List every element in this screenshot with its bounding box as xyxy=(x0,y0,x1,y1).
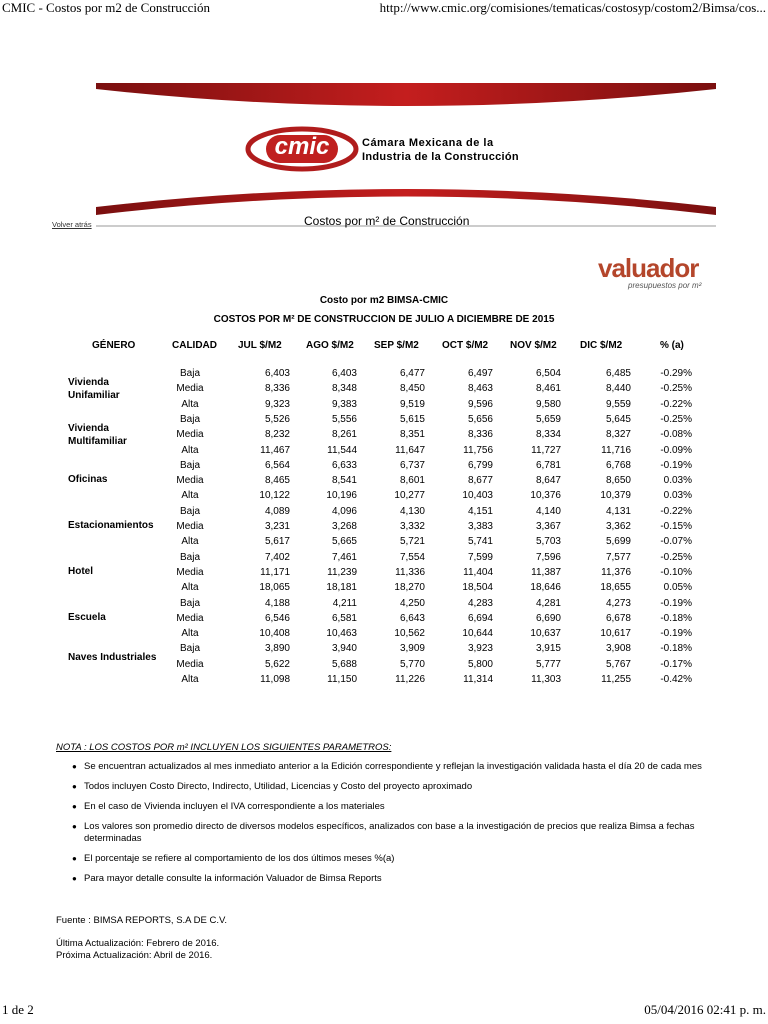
cost-cell: 3,940 xyxy=(331,643,357,655)
percent-cell: 0.03% xyxy=(663,475,692,487)
percent-cell: -0.25% xyxy=(660,413,692,425)
cost-cell: 10,617 xyxy=(600,628,631,640)
cost-cell: 9,383 xyxy=(331,398,357,410)
cost-cell: 4,273 xyxy=(605,597,631,609)
percent-cell: -0.09% xyxy=(660,444,692,456)
percent-cell: -0.10% xyxy=(660,566,692,578)
cost-cell: 5,617 xyxy=(264,536,290,548)
cost-cell: 11,303 xyxy=(531,674,561,685)
quality-cell: Alta xyxy=(181,674,199,685)
quality-cell: Baja xyxy=(179,413,200,425)
cost-cell: 11,171 xyxy=(260,566,290,578)
quality-cell: Alta xyxy=(181,628,199,640)
group-label: Naves Industriales xyxy=(68,652,157,664)
cost-cell: 6,546 xyxy=(264,612,290,624)
quality-cell: Media xyxy=(176,566,204,578)
cost-cell: 11,544 xyxy=(327,444,357,456)
cost-cell: 5,777 xyxy=(535,658,561,670)
cost-cell: 8,336 xyxy=(264,383,290,395)
cost-cell: 5,645 xyxy=(605,413,631,425)
group-label: Oficinas xyxy=(68,473,108,485)
cost-cell: 18,655 xyxy=(600,582,631,594)
percent-cell: -0.29% xyxy=(660,368,692,379)
column-header: SEP $/M2 xyxy=(374,340,419,351)
cost-cell: 5,767 xyxy=(605,658,631,670)
cost-cell: 6,581 xyxy=(331,612,357,624)
cost-cell: 7,554 xyxy=(399,551,425,563)
cost-cell: 8,647 xyxy=(535,475,561,487)
cost-cell: 5,622 xyxy=(264,658,290,670)
cost-cell: 11,150 xyxy=(327,674,357,685)
cost-cell: 18,646 xyxy=(530,582,561,594)
print-url: http://www.cmic.org/comisiones/tematicas/costosyp/costom2/Bimsa/cos... xyxy=(379,0,766,15)
cost-cell: 8,463 xyxy=(467,383,493,395)
cost-cell: 7,577 xyxy=(605,551,631,563)
print-datetime: 05/04/2016 02:41 p. m. xyxy=(644,1002,766,1017)
cost-cell: 6,504 xyxy=(535,368,561,379)
quality-cell: Media xyxy=(176,383,204,395)
cost-cell: 6,737 xyxy=(399,459,425,471)
cost-cell: 8,336 xyxy=(467,429,493,441)
cost-cell: 4,250 xyxy=(399,597,425,609)
org-name-line1: Cámara Mexicana de la xyxy=(362,137,494,149)
cost-cell: 8,261 xyxy=(331,429,357,441)
cost-cell: 11,255 xyxy=(601,674,631,685)
cost-cell: 4,140 xyxy=(535,505,561,517)
percent-cell: -0.08% xyxy=(660,429,692,441)
percent-cell: -0.22% xyxy=(660,505,692,517)
group-label: Vivienda Multifamiliar xyxy=(68,422,127,447)
quality-cell: Baja xyxy=(179,551,200,563)
cost-cell: 6,497 xyxy=(467,368,493,379)
cost-cell: 10,379 xyxy=(600,490,631,502)
quality-cell: Baja xyxy=(179,368,200,379)
valuador-tagline: presupuestos por m² xyxy=(628,281,702,290)
cost-cell: 11,756 xyxy=(463,444,493,456)
cost-cell: 4,283 xyxy=(467,597,493,609)
percent-cell: -0.25% xyxy=(660,551,692,563)
cost-cell: 8,650 xyxy=(605,475,631,487)
column-header: % (a) xyxy=(660,340,684,351)
quality-cell: Alta xyxy=(181,490,199,502)
cost-cell: 5,659 xyxy=(535,413,561,425)
valuador-logo xyxy=(598,254,718,294)
column-header: OCT $/M2 xyxy=(442,340,489,351)
back-link[interactable]: Volver atrás xyxy=(52,220,92,229)
cost-cell: 6,403 xyxy=(264,368,290,379)
note-item: ● Los valores son promedio directo de diversos modelos específicos, analizados con base a la investigación de precios que realiza Bimsa a fechas determinadas xyxy=(84,821,726,845)
table-subtitle: COSTOS POR M² DE CONSTRUCCION DE JULIO A DICIEMBRE DE 2015 xyxy=(213,314,555,325)
cost-cell: 8,232 xyxy=(264,429,290,441)
column-header: JUL $/M2 xyxy=(238,340,282,351)
cost-cell: 3,231 xyxy=(264,521,290,532)
cost-cell: 6,690 xyxy=(535,612,561,624)
logo-text: cmic xyxy=(274,133,330,160)
notes-list xyxy=(56,761,726,885)
note-item: ● Todos incluyen Costo Directo, Indirecto, Utilidad, Licencias y Costo del proyecto aproximado xyxy=(84,781,726,793)
cost-cell: 18,270 xyxy=(394,582,425,594)
cost-cell: 5,665 xyxy=(331,536,357,548)
quality-cell: Media xyxy=(176,475,204,487)
cost-cell: 18,181 xyxy=(326,582,357,594)
notes-section xyxy=(56,742,726,893)
cost-cell: 6,643 xyxy=(399,612,425,624)
cost-cell: 4,281 xyxy=(535,597,561,609)
cost-cell: 11,239 xyxy=(327,566,357,578)
percent-cell: 0.03% xyxy=(663,490,692,502)
cost-cell: 3,367 xyxy=(535,521,561,532)
cost-cell: 9,596 xyxy=(467,398,493,410)
cost-cell: 4,211 xyxy=(332,597,357,609)
cost-cell: 9,559 xyxy=(605,398,631,410)
cost-cell: 4,130 xyxy=(399,505,425,517)
column-header: NOV $/M2 xyxy=(510,340,557,351)
cost-cell: 3,890 xyxy=(264,643,290,655)
print-title: CMIC - Costos por m2 de Construcción xyxy=(2,0,210,15)
column-header: CALIDAD xyxy=(172,340,217,351)
cost-cell: 8,327 xyxy=(605,429,631,441)
quality-cell: Media xyxy=(176,612,204,624)
cost-cell: 9,323 xyxy=(264,398,290,410)
percent-cell: 0.05% xyxy=(663,582,692,594)
notes-title: NOTA : LOS COSTOS POR m² INCLUYEN LOS SIGUIENTES PARAMETROS: xyxy=(56,742,392,753)
quality-cell: Alta xyxy=(181,398,199,410)
cost-cell: 10,637 xyxy=(530,628,561,640)
cost-cell: 9,580 xyxy=(535,398,561,410)
cost-cell: 3,909 xyxy=(399,643,425,655)
cost-cell: 4,131 xyxy=(605,505,631,517)
cost-cell: 7,461 xyxy=(331,551,357,563)
cost-cell: 8,465 xyxy=(264,475,290,487)
cost-cell: 8,677 xyxy=(467,475,493,487)
column-header: GÉNERO xyxy=(92,340,136,351)
cost-cell: 7,599 xyxy=(467,551,493,563)
cost-cell: 5,615 xyxy=(399,413,425,425)
cost-cell: 5,526 xyxy=(264,413,290,425)
cost-cell: 4,096 xyxy=(331,505,357,517)
quality-cell: Alta xyxy=(181,444,199,456)
cost-cell: 5,800 xyxy=(467,658,493,670)
table-title: Costo por m2 BIMSA-CMIC xyxy=(319,295,449,306)
group-label: Vivienda Unifamiliar xyxy=(68,377,120,401)
quality-cell: Media xyxy=(176,429,204,441)
cost-cell: 10,463 xyxy=(326,628,357,640)
cost-cell: 8,348 xyxy=(331,383,357,395)
cost-cell: 10,122 xyxy=(259,490,290,502)
cost-cell: 3,383 xyxy=(467,521,493,532)
cost-cell: 8,601 xyxy=(399,475,425,487)
last-update: Última Actualización: Febrero de 2016. xyxy=(56,938,220,949)
percent-cell: -0.22% xyxy=(660,398,692,410)
quality-cell: Baja xyxy=(179,459,200,471)
top-swoop xyxy=(96,83,716,106)
cost-cell: 3,332 xyxy=(399,521,425,532)
cost-cell: 5,688 xyxy=(331,658,357,670)
cost-cell: 6,799 xyxy=(467,459,493,471)
cost-cell: 10,408 xyxy=(259,628,290,640)
cost-cell: 10,644 xyxy=(462,628,493,640)
cost-cell: 6,781 xyxy=(535,459,561,471)
note-item: ● Se encuentran actualizados al mes inmediato anterior a la Edición correspondiente y reflejan la investigación validada hasta el día 20 de cada mes xyxy=(84,761,726,773)
cost-cell: 11,716 xyxy=(601,444,631,456)
cost-cell: 9,519 xyxy=(399,398,425,410)
cost-cell: 8,334 xyxy=(535,429,561,441)
cost-cell: 11,098 xyxy=(260,674,290,685)
cost-cell: 8,440 xyxy=(605,383,631,395)
percent-cell: -0.19% xyxy=(660,628,692,640)
cost-cell: 3,915 xyxy=(535,643,561,655)
source-line: Fuente : BIMSA REPORTS, S.A DE C.V. xyxy=(56,915,228,926)
cost-cell: 10,403 xyxy=(462,490,493,502)
cost-cell: 5,556 xyxy=(331,413,357,425)
cost-cell: 6,633 xyxy=(331,459,357,471)
cost-cell: 11,467 xyxy=(260,444,290,456)
cost-cell: 10,196 xyxy=(326,490,357,502)
cost-cell: 6,485 xyxy=(605,368,631,379)
page-number: 1 de 2 xyxy=(2,1002,34,1017)
cost-cell: 18,065 xyxy=(259,582,290,594)
percent-cell: -0.15% xyxy=(660,521,692,532)
cost-cell: 11,336 xyxy=(395,566,425,578)
cost-cell: 3,908 xyxy=(605,643,631,655)
print-header xyxy=(0,0,768,18)
valuador-name: valuador xyxy=(598,253,699,283)
cost-cell: 8,461 xyxy=(535,383,561,395)
cost-cell: 3,362 xyxy=(605,521,631,532)
percent-cell: -0.07% xyxy=(660,536,692,548)
group-label: Hotel xyxy=(68,565,93,577)
cost-cell: 11,727 xyxy=(531,444,561,456)
cost-cell: 6,564 xyxy=(264,459,290,471)
next-update: Próxima Actualización: Abril de 2016. xyxy=(56,950,213,961)
percent-cell: -0.42% xyxy=(660,674,692,685)
cost-cell: 18,504 xyxy=(462,582,493,594)
cost-cell: 6,477 xyxy=(399,368,425,379)
percent-cell: -0.19% xyxy=(660,597,692,609)
quality-cell: Baja xyxy=(179,643,200,655)
cost-cell: 3,268 xyxy=(331,521,357,532)
cost-cell: 7,402 xyxy=(264,551,290,563)
cost-cell: 6,768 xyxy=(605,459,631,471)
cost-cell: 6,678 xyxy=(605,612,631,624)
print-footer xyxy=(0,1002,768,1020)
cost-cell: 10,376 xyxy=(530,490,561,502)
quality-cell: Alta xyxy=(181,582,199,594)
cost-cell: 11,387 xyxy=(531,566,561,578)
bottom-swoop xyxy=(96,189,716,215)
cost-cell: 10,277 xyxy=(394,490,425,502)
note-item: ● Para mayor detalle consulte la información Valuador de Bimsa Reports xyxy=(84,873,726,885)
quality-cell: Baja xyxy=(179,505,200,517)
cost-cell: 6,403 xyxy=(331,368,357,379)
column-header: DIC $/M2 xyxy=(580,340,623,351)
column-header: AGO $/M2 xyxy=(306,340,354,351)
cost-cell: 8,450 xyxy=(399,383,425,395)
cost-cell: 5,656 xyxy=(467,413,493,425)
quality-cell: Alta xyxy=(181,536,199,548)
quality-cell: Media xyxy=(176,521,204,532)
percent-cell: -0.18% xyxy=(660,643,692,655)
group-label: Escuela xyxy=(68,611,106,623)
cost-cell: 5,699 xyxy=(605,536,631,548)
quality-cell: Baja xyxy=(179,597,200,609)
cost-cell: 11,314 xyxy=(463,674,493,685)
cost-cell: 6,694 xyxy=(467,612,493,624)
cost-cell: 4,089 xyxy=(264,505,290,517)
cost-cell: 10,562 xyxy=(394,628,425,640)
group-label: Estacionamientos xyxy=(68,519,154,531)
percent-cell: -0.19% xyxy=(660,459,692,471)
cost-cell: 8,541 xyxy=(331,475,357,487)
cost-cell: 5,703 xyxy=(535,536,561,548)
cost-cell: 11,226 xyxy=(395,674,425,685)
cost-cell: 11,404 xyxy=(463,566,493,578)
percent-cell: -0.18% xyxy=(660,612,692,624)
cost-cell: 5,770 xyxy=(399,658,425,670)
org-name-line2: Industria de la Construcción xyxy=(362,151,519,163)
cost-cell: 5,721 xyxy=(399,536,425,548)
cost-cell: 4,188 xyxy=(264,597,290,609)
banner-subtitle: Costos por m² de Construcción xyxy=(304,214,470,228)
cost-cell: 5,741 xyxy=(467,536,493,548)
note-item: ● El porcentaje se refiere al comportamiento de los dos últimos meses %(a) xyxy=(84,853,726,865)
cost-cell: 11,647 xyxy=(395,444,425,456)
cost-cell: 7,596 xyxy=(535,551,561,563)
percent-cell: -0.17% xyxy=(660,658,692,670)
cost-cell: 4,151 xyxy=(467,505,493,517)
cost-cell: 8,351 xyxy=(399,429,425,441)
cost-cell: 3,923 xyxy=(467,643,493,655)
note-item: ● En el caso de Vivienda incluyen el IVA correspondiente a los materiales xyxy=(84,801,726,813)
cost-cell: 11,376 xyxy=(601,566,631,578)
cmic-banner xyxy=(96,83,716,233)
percent-cell: -0.25% xyxy=(660,383,692,395)
quality-cell: Media xyxy=(176,658,204,670)
